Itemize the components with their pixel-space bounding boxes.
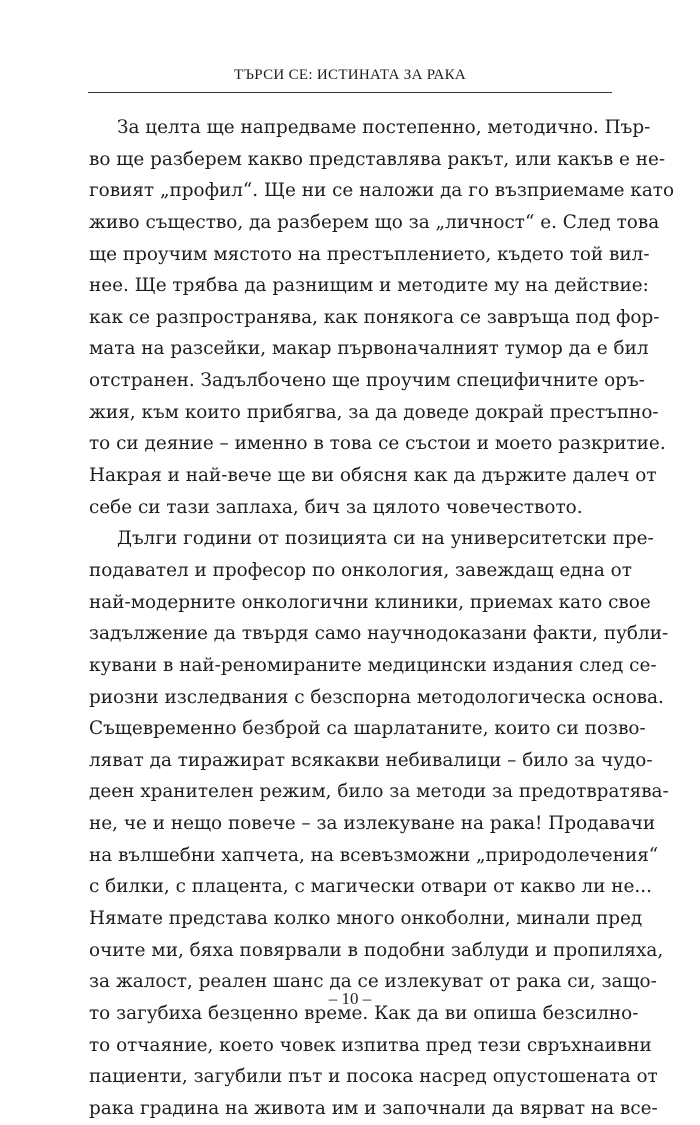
body-text: [89, 112, 675, 1125]
text-line: мата на разсейки, макар първоначалният тумор да е бил: [89, 338, 649, 360]
text-line: Дълги години от позицията си на университетски пре-: [117, 528, 654, 550]
text-line: живо същество, да разберем що за „личност“ е. След това: [89, 211, 660, 233]
text-line: най-модерните онкологични клиники, приемах като свое: [89, 591, 651, 613]
text-line: ляват да тиражират всякакви небивалици – било за чудо-: [89, 749, 653, 771]
text-line: кувани в най-реномираните медицински издания след се-: [89, 654, 657, 676]
text-line: риозни изследвания с безспорна методологическа основа.: [89, 686, 664, 708]
text-line: нее. Ще трябва да разнищим и методите му на действие:: [89, 275, 649, 297]
text-line: на вълшебни хапчета, на всевъзможни „природолечения“: [89, 844, 659, 866]
text-line: Нямате представа колко много онкоболни, минали пред: [89, 908, 643, 930]
text-line: подавател и професор по онкология, завеждащ една от: [89, 559, 632, 581]
text-line: во ще разберем какво представлява ракът, или какъв е не-: [89, 148, 666, 170]
text-line: ще проучим мястото на престъплението, където той вил-: [89, 243, 650, 265]
text-line: то отчаяние, което човек изпитва пред тези свръхнаивни: [89, 1034, 652, 1056]
text-line: Накрая и най-вече ще ви обясня как да държите далеч от: [89, 465, 657, 487]
text-line: очите ми, бяха повярвали в подобни заблуди и пропиляха,: [89, 939, 664, 961]
text-line: За целта ще напредваме постепенно, методично. Пър-: [117, 117, 651, 138]
page-number: – 10 –: [328, 989, 372, 1008]
text-line: то загубиха безценно време. Как да ви опиша безсилно-: [89, 1002, 639, 1024]
text-line: то си деяние – именно в това се състои и моето разкритие.: [89, 433, 666, 455]
text-line: не, че и нещо повече – за излекуване на рака! Продавачи: [89, 813, 656, 835]
text-line: пациенти, загубили път и посока насред опустошената от: [89, 1066, 658, 1088]
text-line: как се разпространява, как понякога се завръща под фор-: [89, 306, 660, 328]
paragraph: [89, 112, 675, 523]
running-head: ТЪРСИ СЕ: ИСТИНАТА ЗА РАКА: [233, 67, 467, 83]
text-line: Същевременно безброй са шарлатаните, които си позво-: [89, 718, 646, 740]
text-line: задължение да твърдя само научнодоказани факти, публи-: [89, 623, 669, 645]
text-line: отстранен. Задълбочено ще проучим специфичните оръ-: [89, 370, 645, 392]
text-line: за жалост, реален шанс да се излекуват от рака си, защо-: [89, 971, 657, 993]
text-line: рака градина на живота им и започнали да вярват на все-: [89, 1097, 658, 1119]
text-line: себе си тази заплаха, бич за цялото човечеството.: [89, 496, 583, 518]
text-line: говият „профил“. Ще ни се наложи да го възприемаме като: [89, 180, 675, 202]
text-line: деен хранителен режим, било за методи за предотвратява-: [89, 781, 669, 803]
header-rule: [88, 92, 612, 93]
text-line: с билки, с плацента, с магически отвари от какво ли не...: [89, 876, 652, 898]
paragraph: [89, 523, 669, 1124]
text-line: жия, към които прибягва, за да доведе докрай престъпно-: [89, 401, 659, 423]
